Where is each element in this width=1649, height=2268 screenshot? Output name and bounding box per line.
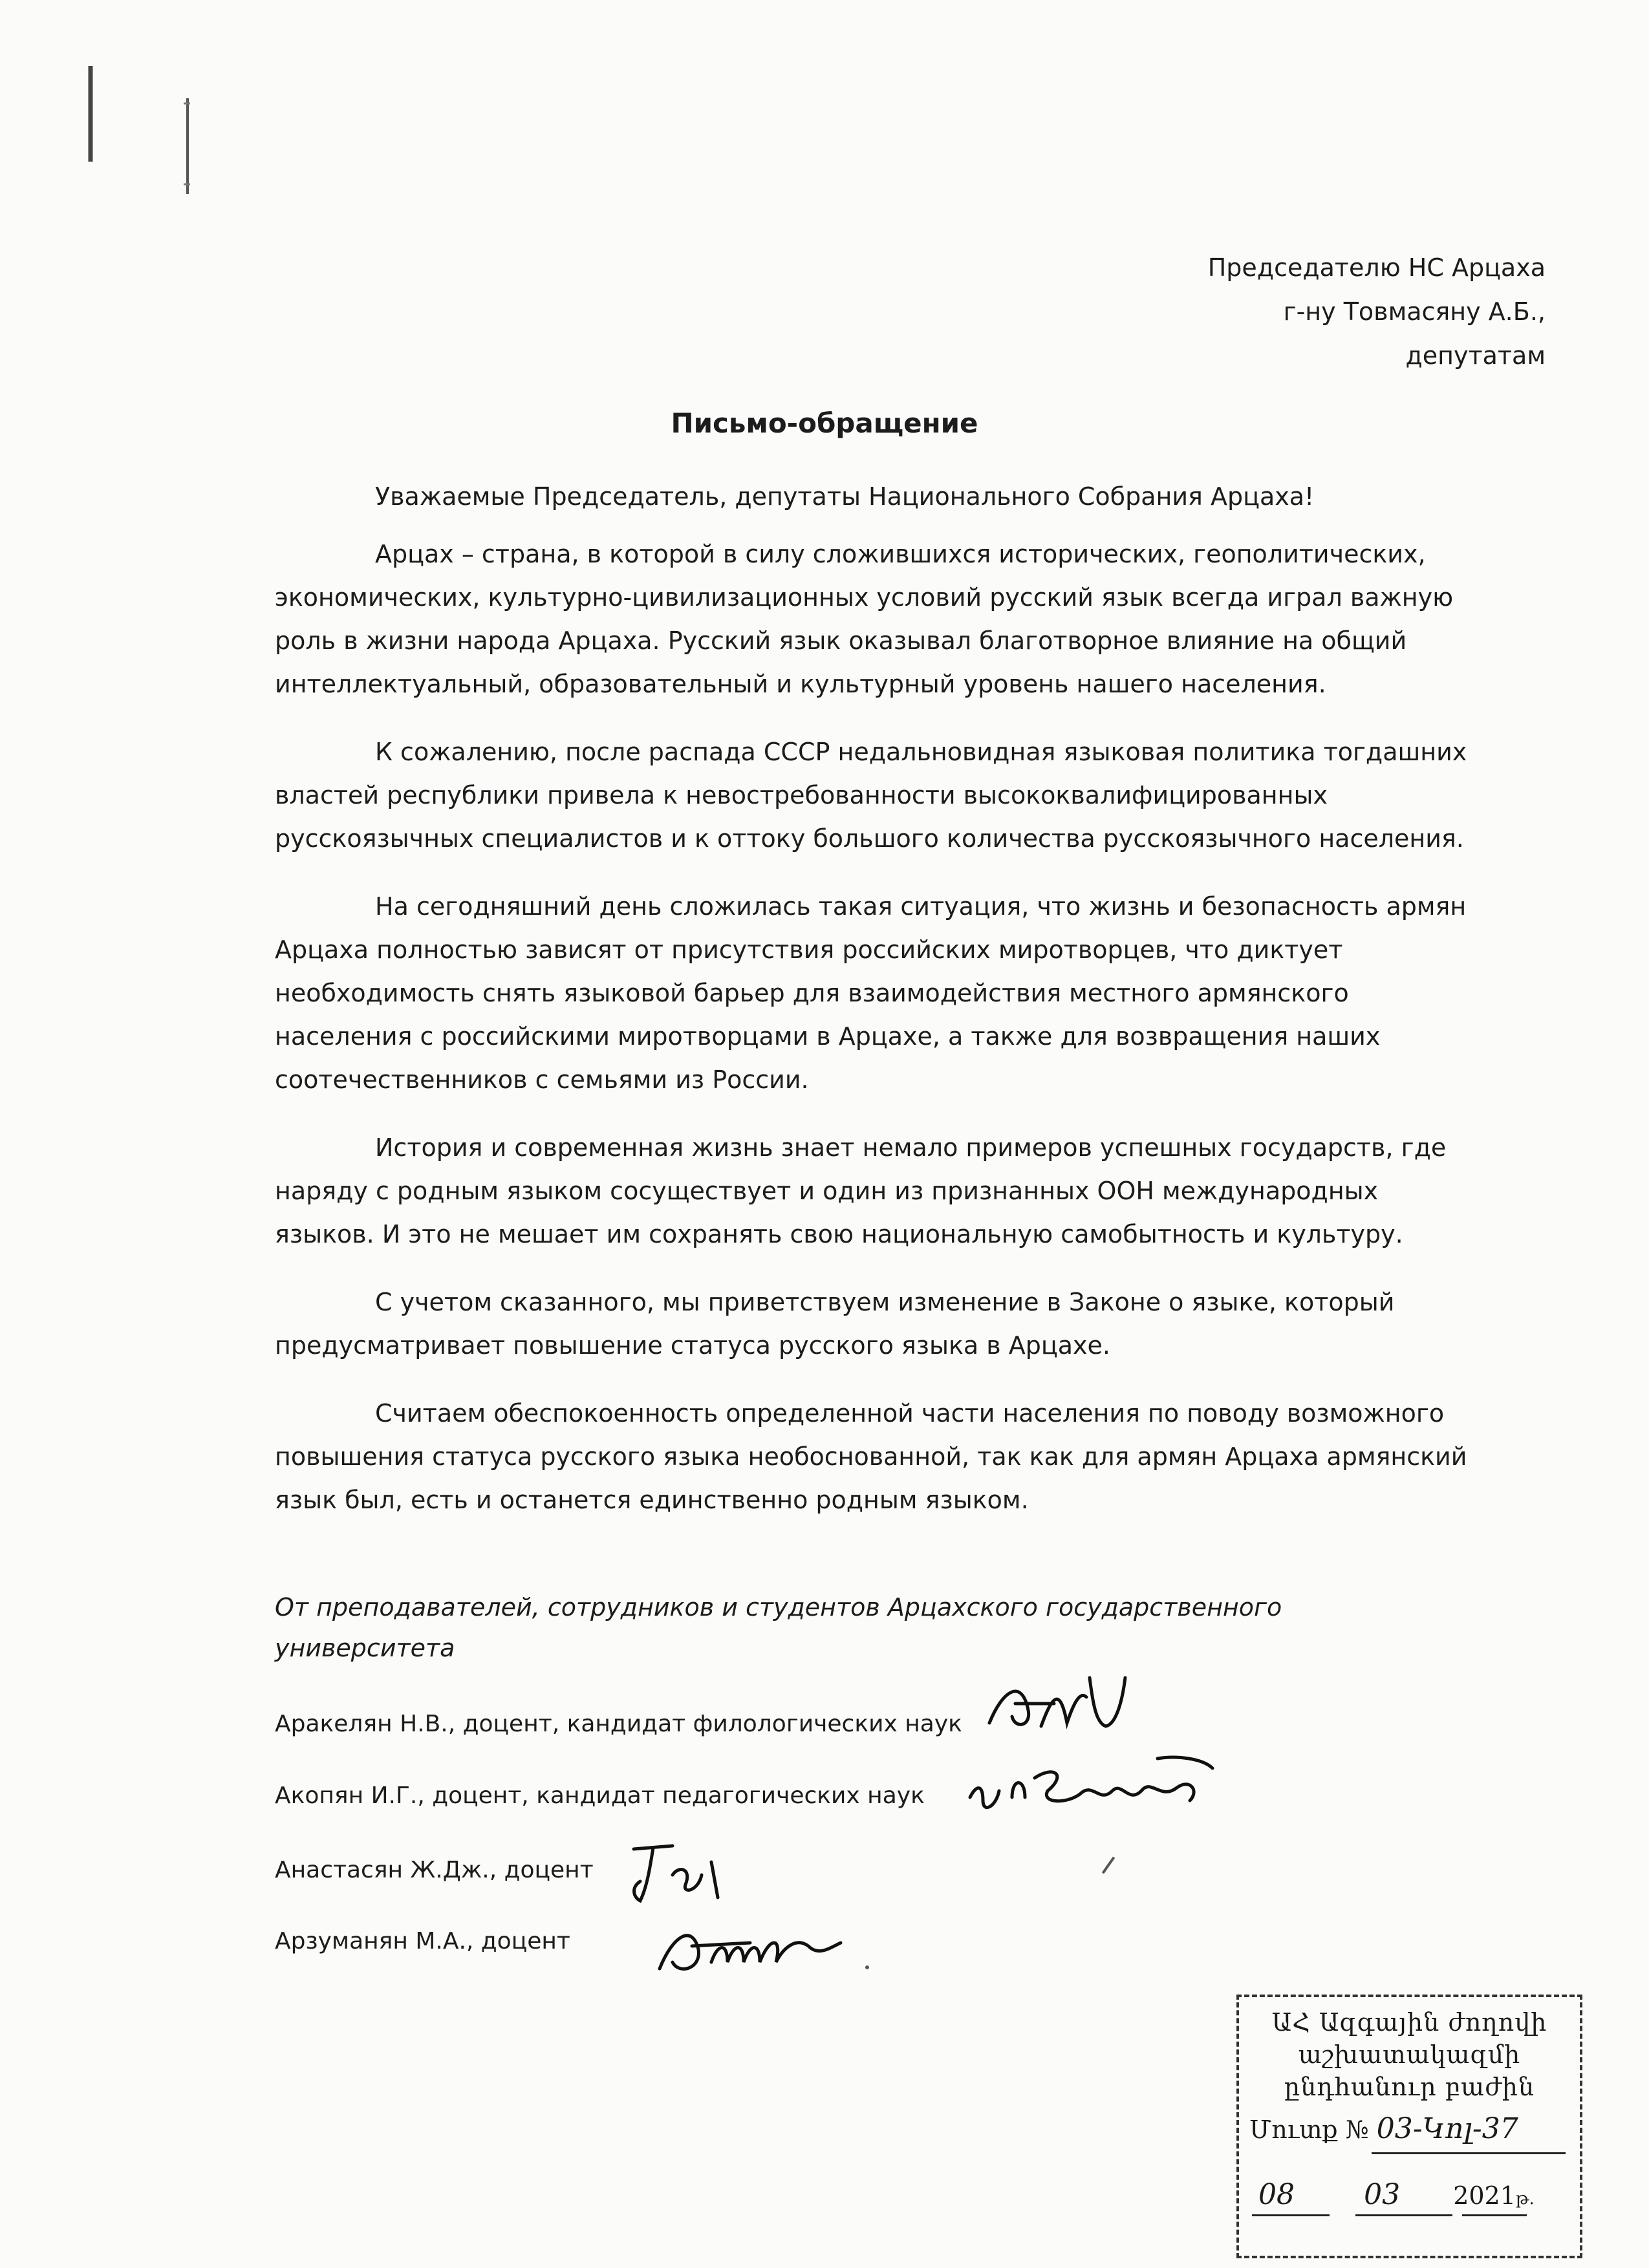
stamp-date-year: 2021 bbox=[1453, 2181, 1516, 2210]
addressee-line-3: депутатам bbox=[1405, 341, 1546, 370]
stamp-day-underline bbox=[1252, 2214, 1330, 2216]
stamp-date-day: 08 bbox=[1258, 2178, 1295, 2211]
stamp-number-row bbox=[1249, 2113, 1518, 2145]
letter-body bbox=[275, 475, 1484, 1546]
stamp-month-underline bbox=[1355, 2214, 1452, 2216]
signature-1 bbox=[976, 1665, 1145, 1742]
signatory-4: Арзуманян М.А., доцент bbox=[275, 1928, 570, 1954]
signatory-1: Аракелян Н.В., доцент, кандидат филологических наук bbox=[275, 1711, 962, 1737]
paragraph-1: Арцах – страна, в которой в силу сложившихся исторических, геополитических, экономических, культурно-цивилизационных условий русский язык всегда играл важную роль в жизни народа Арцаха. Русский язык оказывал благотворное влияние на общий интеллектуальный, образовательный и культурный уровень нашего населения. bbox=[275, 540, 1454, 698]
stamp-number-value: 03-Կոլ-37 bbox=[1376, 2112, 1518, 2145]
stamp-year-underline bbox=[1462, 2214, 1527, 2216]
stray-pen-mark bbox=[1102, 1857, 1115, 1874]
stray-dot bbox=[865, 1965, 869, 1969]
letter-title: Письмо-обращение bbox=[671, 407, 978, 439]
paragraph-3: На сегодняшний день сложилась такая ситуация, что жизнь и безопасность армян Арцаха полностью зависят от присутствия российских миротворцев, что диктует необходимость снять языковой барьер для взаимодействия местного армянского населения с российскими миротворцами в Арцахе, а также для возвращения наших соотечественников с семьями из России. bbox=[275, 892, 1467, 1094]
registration-stamp bbox=[1236, 1995, 1582, 2258]
signature-3 bbox=[621, 1836, 737, 1907]
stamp-date-year-suffix: թ. bbox=[1515, 2189, 1535, 2209]
stamp-date-month: 03 bbox=[1364, 2178, 1401, 2211]
stamp-line-3: ընդհանուր բաժին bbox=[1284, 2073, 1535, 2101]
stamp-line-1: ԱՀ Ազգային ժողովի bbox=[1271, 2008, 1547, 2037]
paragraph-5: С учетом сказанного, мы приветствуем изменение в Законе о языке, который предусматривает повышение статуса русского языка в Арцахе. bbox=[275, 1288, 1395, 1360]
sender-line: От преподавателей, сотрудников и студентов Арцахского государственного университета bbox=[275, 1593, 1282, 1662]
binder-marks bbox=[83, 65, 115, 207]
binder-clip-mark bbox=[181, 97, 194, 200]
signature-4 bbox=[653, 1910, 847, 1982]
greeting: Уважаемые Председатель, депутаты Национального Собрания Арцаха! bbox=[375, 482, 1315, 511]
addressee-line-1: Председателю НС Арцаха bbox=[1207, 253, 1546, 282]
paragraph-6: Считаем обеспокоенность определенной части населения по поводу возможного повышения статуса русского языка необоснованной, так как для армян Арцаха армянский язык был, есть и останется единственно родным языком. bbox=[275, 1399, 1467, 1514]
addressee-block bbox=[834, 246, 1546, 378]
signatory-2: Акопян И.Г., доцент, кандидат педагогических наук bbox=[275, 1782, 925, 1809]
signature-2 bbox=[964, 1752, 1216, 1823]
stamp-date-row bbox=[1249, 2179, 1573, 2214]
signatory-3: Анастасян Ж.Дж., доцент bbox=[275, 1857, 594, 1883]
paragraph-4: История и современная жизнь знает немало примеров успешных государств, где наряду с родным языком сосуществует и один из признанных ООН международных языков. И это не мешает им сохранять свою национальную самобытность и культуру. bbox=[275, 1133, 1447, 1248]
stamp-number-underline bbox=[1372, 2152, 1566, 2154]
paragraph-2: К сожалению, после распада СССР недальновидная языковая политика тогдашних властей республики привела к невостребованности высококвалифицированных русскоязычных специалистов и к оттоку большого количества русскоязычного населения. bbox=[275, 738, 1467, 853]
stamp-number-label: Մուտք № bbox=[1249, 2115, 1369, 2144]
addressee-line-2: г-ну Товмасяну А.Б., bbox=[1283, 297, 1546, 326]
stamp-line-2: աշխատակազմի bbox=[1298, 2040, 1521, 2069]
